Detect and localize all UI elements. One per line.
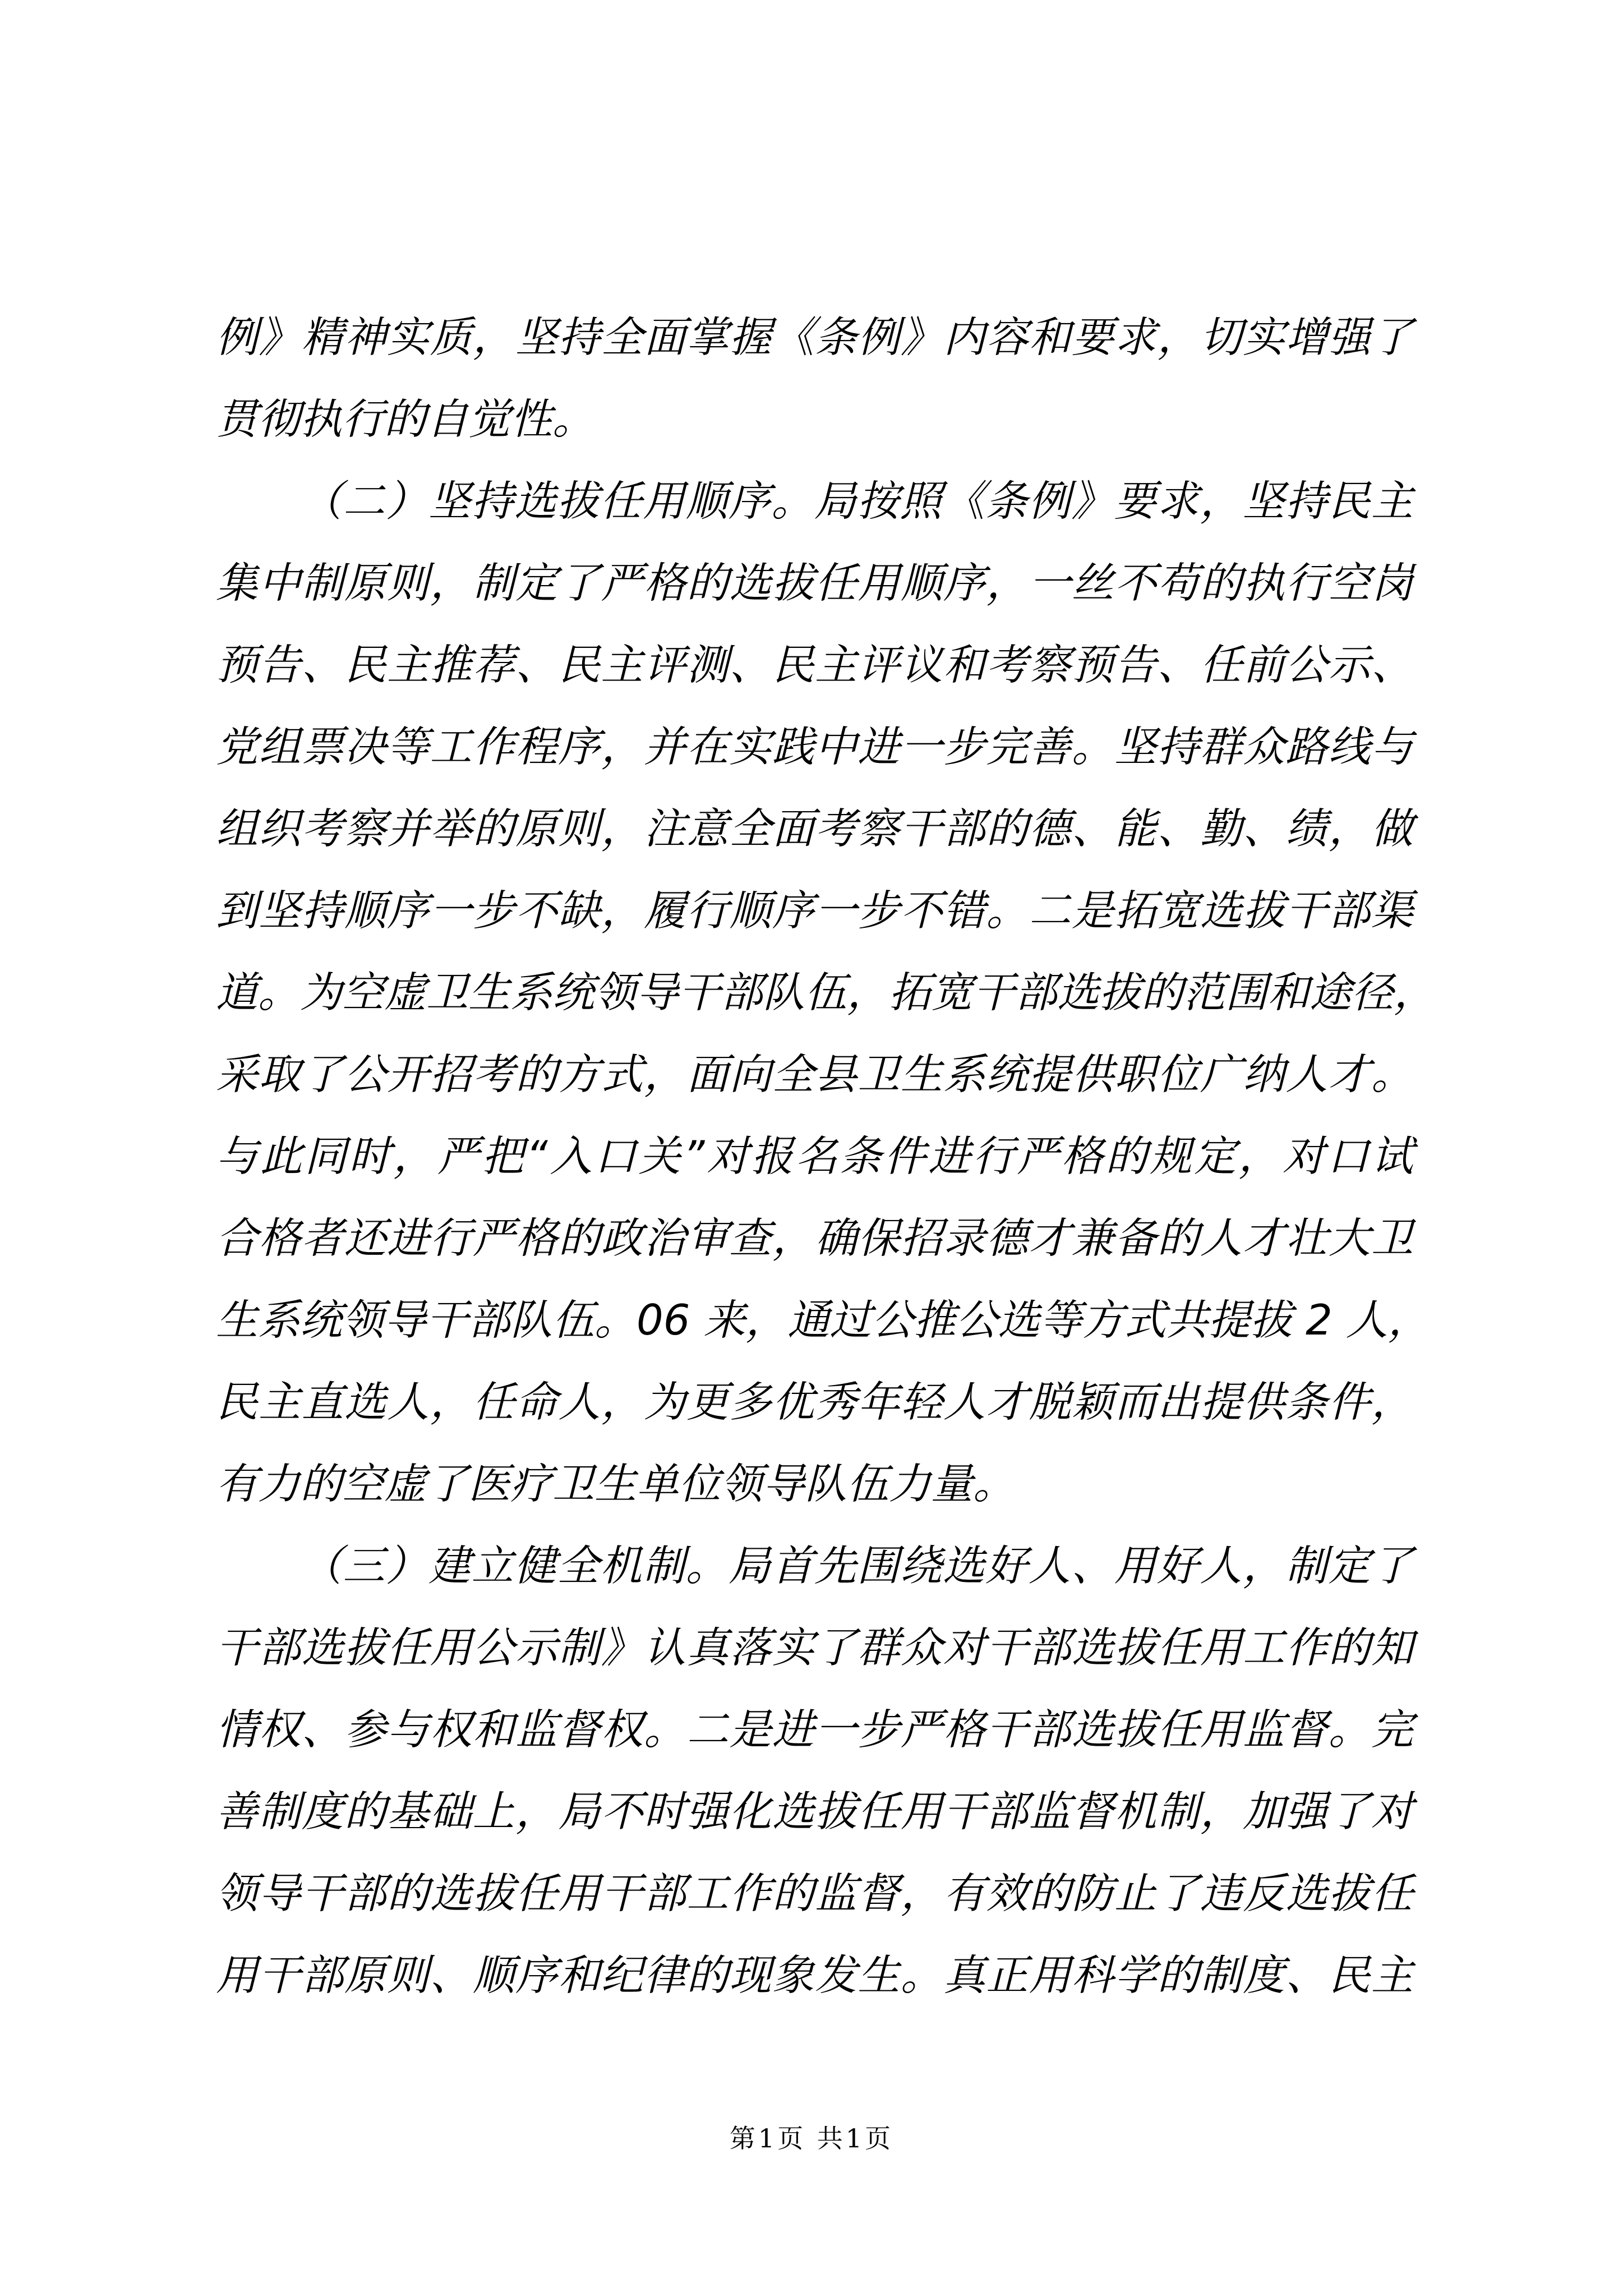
text-line: 预告、民主推荐、民主评测、民主评议和考察预告、任前公示、 [216,640,1413,689]
text-line: 集中制原则，制定了严格的选拔任用顺序，一丝不苟的执行空岗 [216,558,1413,608]
text-line: 民主直选人，任命人，为更多优秀年轻人才脱颖而出提供条件， [216,1377,1413,1427]
document-body [216,296,1436,2016]
text-line: 党组票决等工作程序，并在实践中进一步完善。坚持群众路线与 [216,722,1413,771]
page-footer [0,2120,1623,2156]
text-line: 与此同时，严把“入口关”对报名条件进行严格的规定，对口试 [216,1131,1413,1181]
text-line: 用干部原则、顺序和纪律的现象发生。真正用科学的制度、民主 [216,1950,1413,2000]
text-line: 领导干部的选拔任用干部工作的监督，有效的防止了违反选拔任 [216,1869,1413,1918]
text-line: 情权、参与权和监督权。二是进一步严格干部选拔任用监督。完 [216,1705,1413,1754]
text-line: 到坚持顺序一步不缺，履行顺序一步不错。二是拓宽选拔干部渠 [216,886,1413,935]
text-line: 道。为空虚卫生系统领导干部队伍，拓宽干部选拔的范围和途径， [216,968,1436,1017]
text-line: 合格者还进行严格的政治审查，确保招录德才兼备的人才壮大卫 [216,1213,1413,1263]
text-line: 贯彻执行的自觉性。 [216,394,595,444]
text-line: 组织考察并举的原则，注意全面考察干部的德、能、勤、绩，做 [216,804,1413,853]
text-line: 有力的空虚了医疗卫生单位领导队伍力量。 [216,1459,1016,1508]
page-number-text: 第1页 共1页 [729,2123,894,2154]
text-line: 例》精神实质，坚持全面掌握《条例》内容和要求，切实增强了 [216,312,1413,362]
text-line: 干部选拔任用公示制》认真落实了群众对干部选拔任用工作的知 [216,1623,1413,1672]
text-line: 采取了公开招考的方式，面向全县卫生系统提供职位广纳人才。 [216,1050,1413,1099]
text-line: 善制度的基础上，局不时强化选拔任用干部监督机制，加强了对 [216,1787,1413,1836]
text-line: 生系统领导干部队伍。06 来，通过公推公选等方式共提拔 2 人， [216,1295,1430,1345]
text-line: （二）坚持选拔任用顺序。局按照《条例》要求，坚持民主 [300,476,1413,526]
text-line: （三）建立健全机制。局首先围绕选好人、用好人，制定了 [300,1541,1413,1590]
